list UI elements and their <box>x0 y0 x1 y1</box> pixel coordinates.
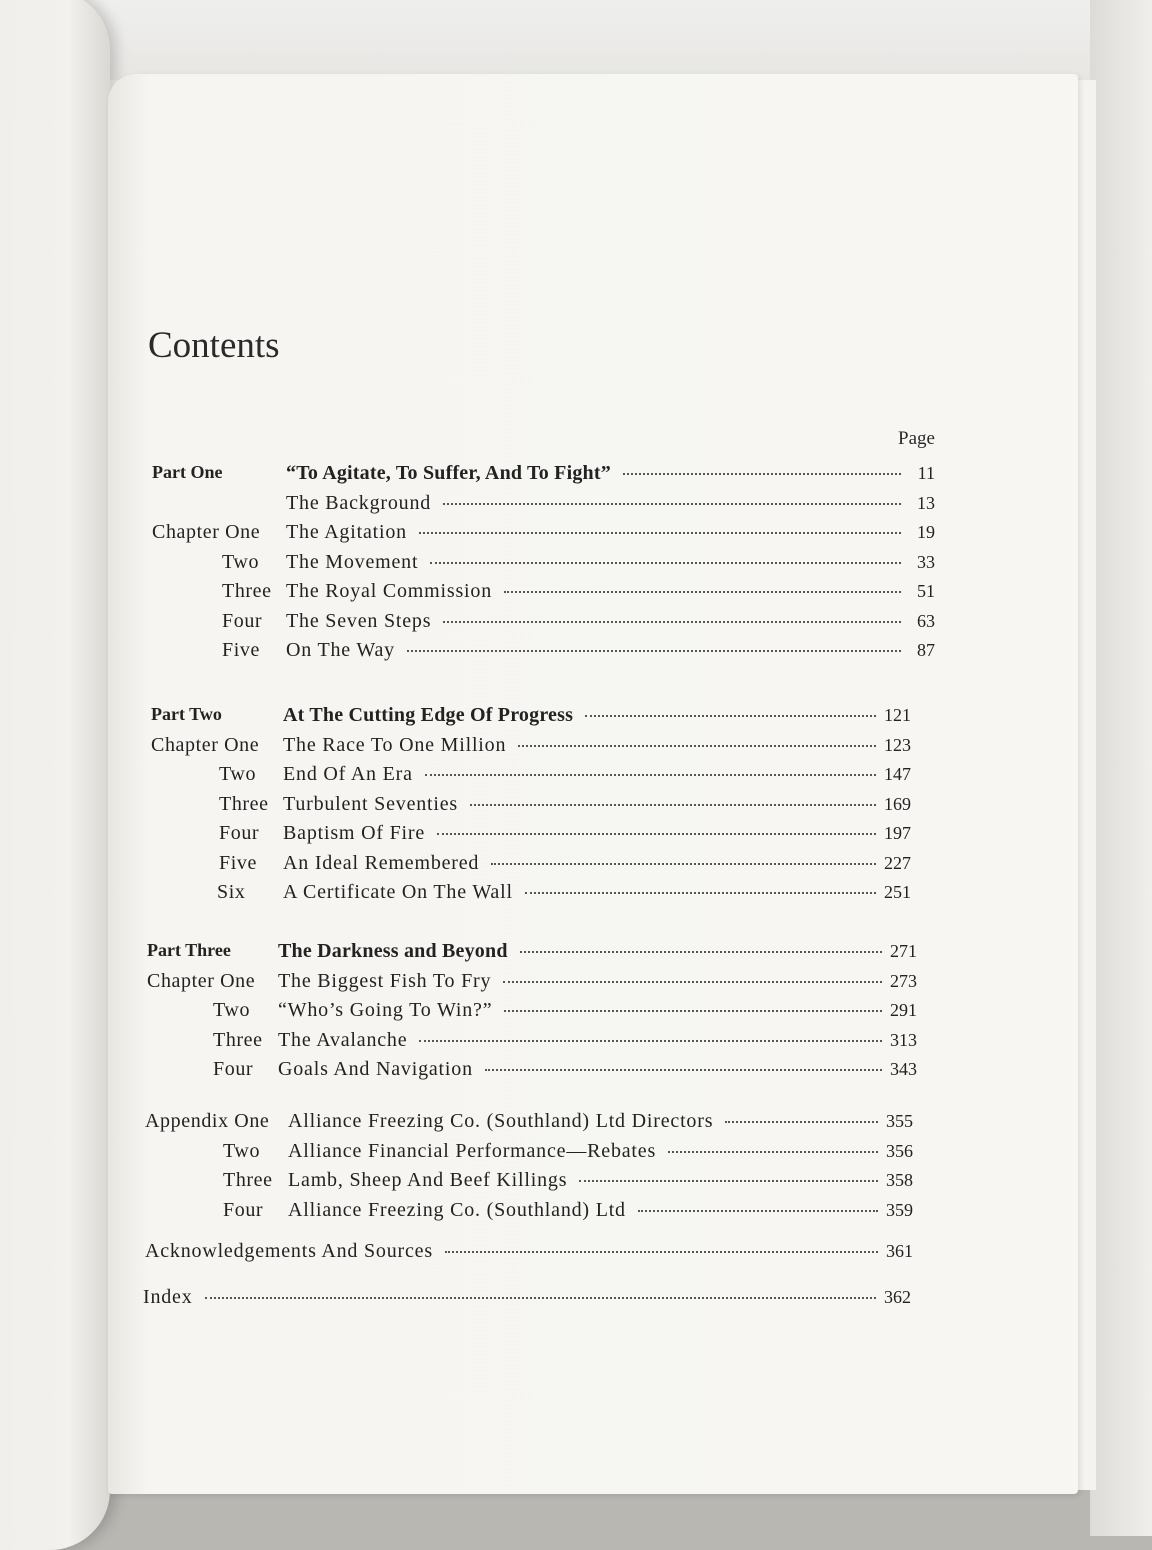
page-number: 251 <box>884 882 911 902</box>
chapter-label: Two <box>222 550 260 573</box>
section-title: Acknowledgements And Sources <box>145 1240 433 1262</box>
chapter-title: Turbulent Seventies <box>283 792 459 815</box>
dot-leader <box>668 1151 878 1153</box>
page-number: 362 <box>884 1287 911 1307</box>
chapter-title: A Certificate On The Wall <box>283 881 513 903</box>
toc-entry[interactable] <box>145 1169 913 1199</box>
toc-entry[interactable] <box>147 999 917 1029</box>
dot-leader <box>504 1010 882 1012</box>
page-number: 147 <box>884 764 911 784</box>
chapter-label: Four <box>223 1198 264 1221</box>
chapter-label: Five <box>222 639 260 661</box>
toc-entry[interactable] <box>152 610 935 640</box>
dot-leader <box>520 951 882 953</box>
page-number: 313 <box>890 1029 917 1050</box>
page-number: 13 <box>917 492 935 513</box>
dot-leader <box>504 591 901 593</box>
chapter-title: The Background <box>286 491 432 514</box>
chapter-label: Chapter One <box>151 733 260 756</box>
chapter-title: Baptism Of Fire <box>283 822 425 844</box>
toc-section <box>143 1286 911 1316</box>
toc-entry[interactable] <box>147 940 917 970</box>
dot-leader <box>725 1121 878 1123</box>
chapter-label: Three <box>222 580 272 602</box>
part-title: “To Agitate, To Suffer, And To Fight” <box>286 462 611 484</box>
dot-leader <box>437 833 876 835</box>
page-number: 11 <box>917 463 935 483</box>
chapter-title: Lamb, Sheep And Beef Killings <box>288 1169 568 1191</box>
part-title: The Darkness and Beyond <box>278 940 508 962</box>
page-number: 271 <box>890 941 917 961</box>
chapter-label: Five <box>219 851 257 874</box>
chapter-label: Three <box>213 1028 263 1051</box>
background-right <box>1090 0 1152 1536</box>
page-number: 359 <box>886 1199 913 1220</box>
page-number: 87 <box>917 640 935 660</box>
toc-entry[interactable] <box>151 704 911 734</box>
toc-entry[interactable] <box>151 852 911 882</box>
chapter-title: An Ideal Remembered <box>283 851 480 874</box>
page-number: 361 <box>886 1241 913 1261</box>
chapter-title: End Of An Era <box>283 763 413 785</box>
left-page <box>0 0 110 1550</box>
chapter-title: Goals And Navigation <box>278 1058 473 1080</box>
page-number: 169 <box>884 793 911 814</box>
toc-entry[interactable] <box>145 1140 913 1170</box>
toc-section <box>147 940 917 1088</box>
dot-leader <box>485 1069 882 1071</box>
chapter-title: Alliance Freezing Co. (Southland) Ltd Directors <box>288 1110 714 1132</box>
dot-leader <box>525 892 876 894</box>
dot-leader <box>425 774 876 776</box>
toc-section <box>152 462 935 669</box>
toc-entry[interactable] <box>143 1286 911 1316</box>
chapter-title: Alliance Financial Performance—Rebates <box>288 1139 657 1162</box>
dot-leader <box>638 1210 878 1212</box>
toc-entry[interactable] <box>145 1240 913 1270</box>
chapter-title: The Biggest Fish To Fry <box>278 969 492 992</box>
dot-leader <box>503 981 882 983</box>
chapter-label: Three <box>223 1169 273 1191</box>
page-number: 343 <box>890 1059 917 1079</box>
page-number: 273 <box>890 970 917 991</box>
page-number: 121 <box>884 705 911 725</box>
dot-leader <box>585 715 876 717</box>
part-label: Part Three <box>147 940 231 960</box>
dot-leader <box>443 503 901 505</box>
page-number: 19 <box>917 522 935 542</box>
page-number: 291 <box>890 1000 917 1020</box>
chapter-label: Two <box>219 763 257 785</box>
chapter-title: The Avalanche <box>278 1028 408 1051</box>
toc-entry[interactable] <box>152 521 935 551</box>
chapter-title: The Royal Commission <box>286 580 492 602</box>
chapter-label: Two <box>223 1139 261 1162</box>
section-title: Index <box>143 1286 193 1308</box>
dot-leader <box>445 1251 878 1253</box>
chapter-label: Appendix One <box>145 1110 270 1132</box>
toc-entry[interactable] <box>152 639 935 669</box>
toc-entry[interactable] <box>145 1199 913 1229</box>
page-number: 355 <box>886 1111 913 1131</box>
part-label: Part Two <box>151 704 222 724</box>
chapter-label: Chapter One <box>147 969 256 992</box>
toc-entry[interactable] <box>152 462 935 492</box>
page-number: 51 <box>917 581 935 601</box>
chapter-title: The Race To One Million <box>283 733 507 756</box>
chapter-title: The Agitation <box>286 521 407 543</box>
page-title: Contents <box>148 325 280 366</box>
chapter-title: The Seven Steps <box>286 609 432 632</box>
toc-entry[interactable] <box>152 551 935 581</box>
page-number: 63 <box>917 610 935 631</box>
toc-section <box>151 704 911 911</box>
dot-leader <box>623 473 901 475</box>
part-label: Part One <box>152 462 223 482</box>
chapter-label: Four <box>219 822 260 844</box>
page-number: 227 <box>884 852 911 873</box>
dot-leader <box>419 532 901 534</box>
toc-section <box>145 1110 913 1228</box>
page-number: 356 <box>886 1140 913 1161</box>
page-number: 123 <box>884 734 911 755</box>
toc-entry[interactable] <box>151 763 911 793</box>
page-number: 33 <box>917 551 935 572</box>
dot-leader <box>419 1040 882 1042</box>
toc-entry[interactable] <box>151 793 911 823</box>
chapter-label: Three <box>219 792 269 815</box>
part-title: At The Cutting Edge Of Progress <box>283 704 574 726</box>
dot-leader <box>430 562 901 564</box>
dot-leader <box>579 1180 878 1182</box>
toc-entry[interactable] <box>145 1110 913 1140</box>
toc-entry[interactable] <box>147 1058 917 1088</box>
toc-entry[interactable] <box>152 580 935 610</box>
toc-entry[interactable] <box>151 734 911 764</box>
toc-entry[interactable] <box>147 970 917 1000</box>
toc-entry[interactable] <box>151 881 911 911</box>
dot-leader <box>205 1297 876 1299</box>
chapter-label: Chapter One <box>152 521 261 543</box>
toc-entry[interactable] <box>151 822 911 852</box>
chapter-title: The Movement <box>286 550 419 573</box>
toc-section <box>145 1240 913 1270</box>
chapter-label: Six <box>217 881 246 903</box>
dot-leader <box>443 621 901 623</box>
chapter-title: “Who’s Going To Win?” <box>278 999 493 1021</box>
page-number: 197 <box>884 823 911 843</box>
dot-leader <box>407 650 901 652</box>
toc-entry[interactable] <box>147 1029 917 1059</box>
chapter-label: Two <box>213 999 251 1021</box>
chapter-label: Four <box>213 1058 254 1080</box>
chapter-title: Alliance Freezing Co. (Southland) Ltd <box>288 1198 626 1221</box>
page-number: 358 <box>886 1170 913 1190</box>
dot-leader <box>518 745 876 747</box>
dot-leader <box>491 863 876 865</box>
toc-entry[interactable] <box>152 492 935 522</box>
dot-leader <box>470 804 876 806</box>
chapter-label: Four <box>222 609 263 632</box>
chapter-title: On The Way <box>286 639 395 661</box>
page-column-header: Page <box>898 428 935 449</box>
